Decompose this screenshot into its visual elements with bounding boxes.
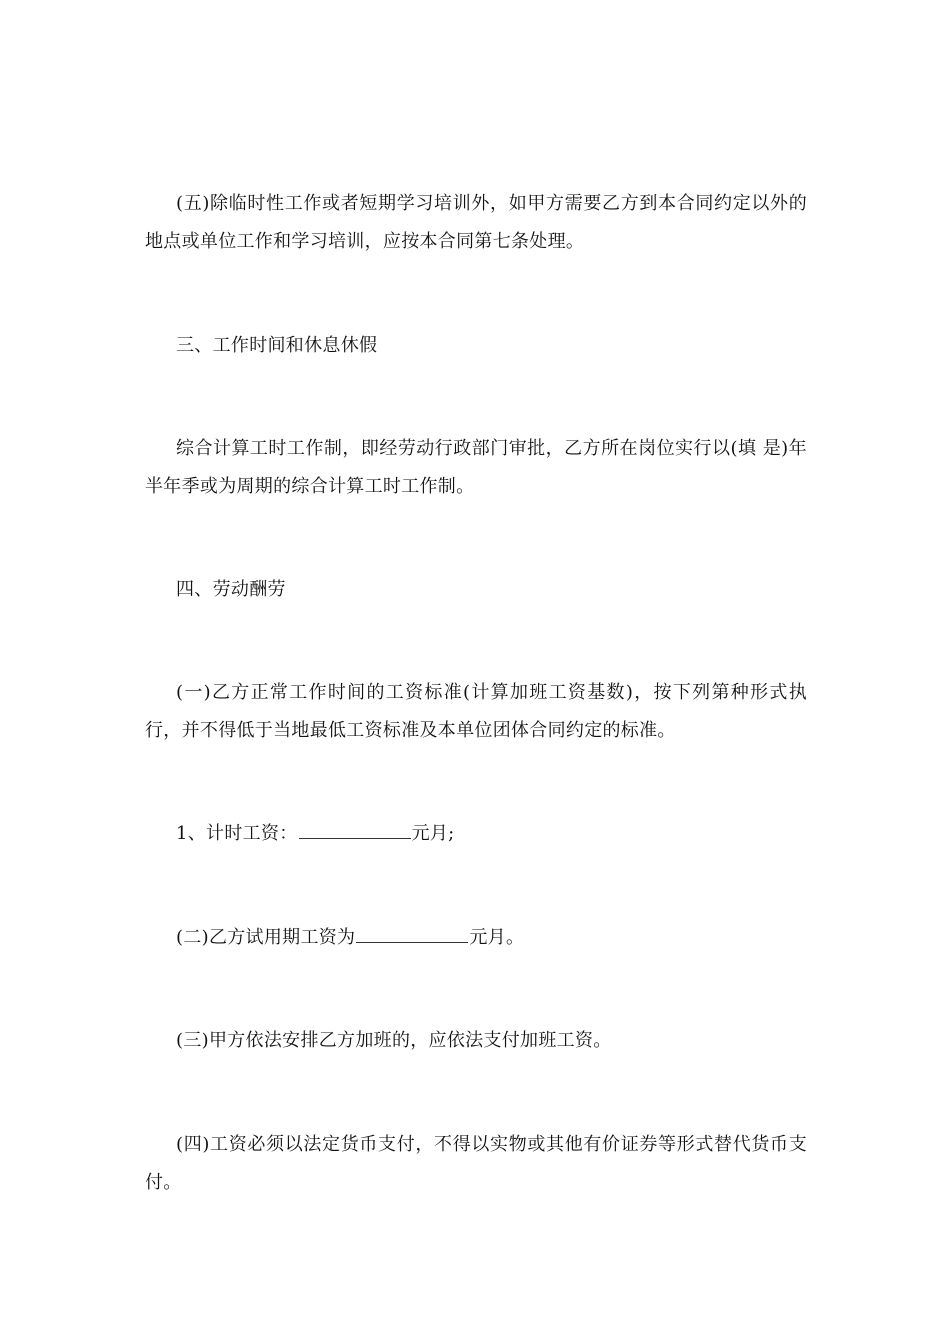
hourly-wage-blank	[299, 818, 411, 839]
clause-4-currency: (四)工资必须以法定货币支付，不得以实物或其他有价证券等形式替代货币支付。	[145, 1134, 807, 1193]
hourly-wage-line	[145, 815, 807, 853]
hourly-wage-label: 1、计时工资：	[176, 823, 298, 844]
section-3-heading: 三、工作时间和休息休假	[176, 335, 378, 356]
clause-1-wage-standard: (一)乙方正常工作时间的工资标准(计算加班工资基数)，按下列第种形式执行，并不得低于当地最低工资标准及本单位团体合同约定的标准。	[145, 682, 807, 741]
section-4-heading: 四、劳动酬劳	[176, 579, 286, 600]
probation-wage-line	[145, 919, 807, 957]
comprehensive-working-hours: 综合计算工时工作制，即经劳动行政部门审批，乙方所在岗位实行以(填 是)年半年季或为周期的综合计算工时工作制。	[145, 438, 807, 497]
hourly-wage-unit: 元月;	[411, 823, 455, 844]
probation-wage-unit: 元月。	[469, 927, 525, 948]
probation-wage-blank	[356, 922, 468, 943]
probation-wage-label: (二)乙方试用期工资为	[176, 927, 356, 948]
clause-5-training-location: (五)除临时性工作或者短期学习培训外，如甲方需要乙方到本合同约定以外的地点或单位工作和学习培训，应按本合同第七条处理。	[145, 193, 807, 252]
clause-3-overtime: (三)甲方依法安排乙方加班的，应依法支付加班工资。	[176, 1030, 612, 1051]
